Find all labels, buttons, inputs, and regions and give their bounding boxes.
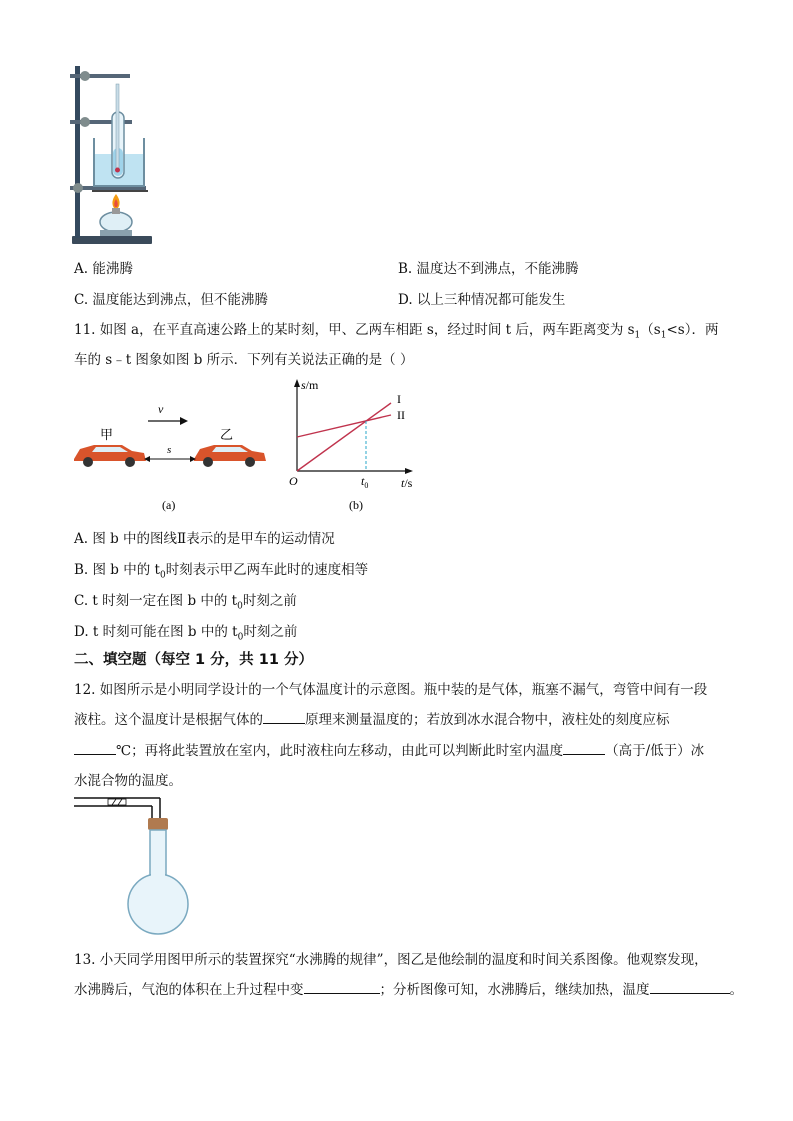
- car-jia-label: 甲: [100, 427, 114, 442]
- q11-option-c: C. t 时刻一定在图 b 中的 $t_0$时刻之前: [74, 593, 297, 612]
- line-ii-label: II: [397, 408, 405, 422]
- boiling-apparatus-figure: [68, 62, 158, 247]
- q13-blank-1[interactable]: [304, 979, 380, 994]
- q12-line1: 12. 如图所示是小明同学设计的一个气体温度计的示意图。瓶中装的是气体，瓶塞不漏气，弯管中间有一段: [74, 682, 708, 698]
- q11-option-b: B. 图 b 中的 $t_0$时刻表示甲乙两车此时的速度相等: [74, 562, 369, 581]
- velocity-label: v: [158, 402, 164, 416]
- origin-label: O: [289, 474, 298, 488]
- q12-line3: ℃；再将此装置放在室内，此时液柱向左移动，由此可以判断此时室内温度 （高于/低于）冰: [74, 739, 704, 759]
- gas-thermometer-flask-figure: [72, 792, 202, 937]
- q12-blank-1[interactable]: [263, 709, 305, 724]
- y-axis-label: s/m: [301, 378, 319, 392]
- q11-figure-b: [285, 375, 425, 515]
- q11-stem-line2: 车的 s﹣t 图象如图 b 所示．下列有关说法正确的是（ ）: [74, 352, 414, 368]
- q10-option-c: C. 温度能达到沸点，但不能沸腾: [74, 292, 268, 308]
- q11-stem-line1: 11. 如图 a，在平直高速公路上的某时刻，甲、乙两车相距 s，经过时间 t 后，两车距离变为 $s_1(s_1<s)$．两: [74, 322, 719, 341]
- q11-figure-a: [70, 395, 275, 515]
- q11-option-d: D. t 时刻可能在图 b 中的 $t_0$时刻之前: [74, 624, 298, 643]
- q13-line1: 13. 小天同学用图甲所示的装置探究“水沸腾的规律”，图乙是他绘制的温度和时间关系图像。他观察发现，: [74, 952, 708, 968]
- t0-label: $t_0$: [361, 474, 369, 490]
- q12-line4: 水混合物的温度。: [74, 773, 182, 789]
- q12-line2: 液柱。这个温度计是根据气体的 原理来测量温度的；若放到冰水混合物中，液柱处的刻度应标: [74, 708, 670, 728]
- car-yi-label: 乙: [220, 427, 234, 442]
- car-jia: [74, 445, 146, 467]
- q12-blank-3[interactable]: [563, 740, 605, 755]
- q13-line2: 水沸腾后，气泡的体积在上升过程中变 ；分析图像可知，水沸腾后，继续加热，温度 。: [74, 978, 743, 998]
- q10-option-b: B. 温度达不到沸点，不能沸腾: [398, 261, 579, 277]
- x-axis-label: t/s: [401, 476, 413, 490]
- graph-line-ii: [297, 415, 391, 437]
- q10-option-a: A. 能沸腾: [74, 261, 133, 277]
- figure-a-caption: (a): [162, 498, 176, 512]
- section-2-title: 二、填空题（每空 1 分，共 11 分）: [74, 652, 313, 668]
- q11-option-a: A. 图 b 中的图线Ⅱ表示的是甲车的运动情况: [74, 531, 335, 547]
- q13-blank-2[interactable]: [650, 979, 730, 994]
- graph-line-i: [297, 403, 391, 471]
- q10-option-d: D. 以上三种情况都可能发生: [398, 292, 566, 308]
- distance-label: s: [167, 444, 172, 456]
- line-i-label: I: [397, 392, 401, 406]
- car-yi: [194, 445, 266, 467]
- figure-b-caption: (b): [349, 498, 363, 512]
- q12-blank-2[interactable]: [74, 740, 116, 755]
